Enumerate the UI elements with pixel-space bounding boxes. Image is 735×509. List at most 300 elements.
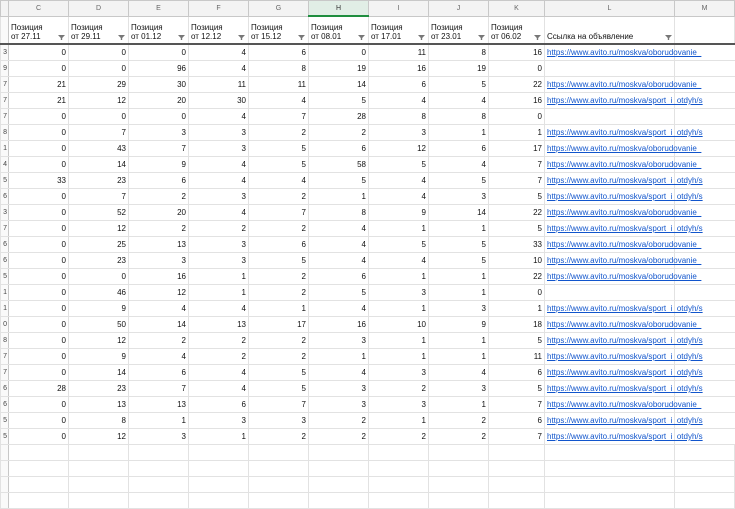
table-cell[interactable] bbox=[189, 445, 249, 461]
table-cell[interactable] bbox=[429, 493, 489, 509]
table-cell[interactable]: 5 bbox=[249, 253, 309, 269]
table-cell[interactable] bbox=[189, 461, 249, 477]
table-cell[interactable]: 6 bbox=[309, 141, 369, 157]
table-cell[interactable] bbox=[675, 493, 735, 509]
table-cell[interactable]: 11 bbox=[189, 77, 249, 93]
header-cell[interactable] bbox=[129, 16, 189, 44]
table-cell[interactable] bbox=[545, 461, 675, 477]
column-header-g[interactable]: G bbox=[249, 1, 309, 17]
table-cell[interactable]: 5 bbox=[429, 237, 489, 253]
table-cell[interactable]: 6 bbox=[429, 141, 489, 157]
table-cell[interactable]: 8 bbox=[369, 109, 429, 125]
table-cell[interactable]: 0 bbox=[129, 44, 189, 61]
table-cell[interactable]: 2 bbox=[189, 349, 249, 365]
table-cell[interactable]: 0 bbox=[69, 61, 129, 77]
table-cell[interactable]: 4 bbox=[189, 365, 249, 381]
table-cell[interactable]: 14 bbox=[129, 317, 189, 333]
table-cell[interactable]: 7 bbox=[489, 429, 545, 445]
table-cell[interactable]: 2 bbox=[249, 333, 309, 349]
table-cell[interactable]: 4 bbox=[369, 253, 429, 269]
table-cell[interactable]: 6 bbox=[309, 269, 369, 285]
ad-link-cell[interactable]: https://www.avito.ru/moskva/oborudovanie_ bbox=[545, 205, 675, 221]
table-cell[interactable] bbox=[249, 477, 309, 493]
table-cell[interactable]: 0 bbox=[9, 413, 69, 429]
table-cell[interactable] bbox=[189, 477, 249, 493]
table-cell[interactable]: 4 bbox=[369, 173, 429, 189]
ad-link-cell[interactable]: https://www.avito.ru/moskva/sport_i_otdyh/s bbox=[545, 189, 675, 205]
table-cell[interactable]: 5 bbox=[249, 157, 309, 173]
table-cell[interactable] bbox=[309, 445, 369, 461]
table-cell[interactable]: 0 bbox=[9, 157, 69, 173]
table-cell[interactable]: 19 bbox=[429, 61, 489, 77]
table-cell[interactable]: 2 bbox=[369, 429, 429, 445]
row-number[interactable]: 8 bbox=[1, 333, 9, 349]
row-number[interactable]: 7 bbox=[1, 365, 9, 381]
table-cell[interactable]: 5 bbox=[309, 285, 369, 301]
table-cell[interactable] bbox=[249, 493, 309, 509]
table-cell[interactable]: 14 bbox=[69, 365, 129, 381]
table-cell[interactable]: 4 bbox=[189, 301, 249, 317]
table-cell[interactable]: 20 bbox=[129, 93, 189, 109]
table-cell[interactable]: 2 bbox=[369, 381, 429, 397]
table-cell[interactable] bbox=[429, 461, 489, 477]
table-cell[interactable]: 13 bbox=[69, 397, 129, 413]
table-cell[interactable] bbox=[9, 493, 69, 509]
table-cell[interactable]: 8 bbox=[69, 413, 129, 429]
table-cell[interactable]: 0 bbox=[9, 189, 69, 205]
table-cell[interactable]: 3 bbox=[309, 381, 369, 397]
table-cell[interactable]: 5 bbox=[489, 333, 545, 349]
table-cell[interactable]: 6 bbox=[369, 77, 429, 93]
table-cell[interactable]: 1 bbox=[309, 349, 369, 365]
table-cell[interactable]: 2 bbox=[249, 269, 309, 285]
table-cell[interactable]: 0 bbox=[9, 205, 69, 221]
row-number[interactable]: 6 bbox=[1, 189, 9, 205]
table-cell[interactable]: 7 bbox=[489, 157, 545, 173]
ad-link-cell[interactable]: https://www.avito.ru/moskva/sport_i_otdyh/s bbox=[545, 125, 675, 141]
table-cell[interactable]: 6 bbox=[489, 413, 545, 429]
table-cell[interactable]: 3 bbox=[189, 141, 249, 157]
table-cell[interactable] bbox=[9, 461, 69, 477]
table-cell[interactable]: 3 bbox=[369, 125, 429, 141]
table-cell[interactable]: 28 bbox=[9, 381, 69, 397]
table-cell[interactable]: 6 bbox=[189, 397, 249, 413]
ad-link-cell[interactable]: https://www.avito.ru/moskva/sport_i_otdyh/s bbox=[545, 413, 675, 429]
table-cell[interactable]: 4 bbox=[249, 93, 309, 109]
table-cell[interactable] bbox=[675, 477, 735, 493]
table-cell[interactable] bbox=[369, 493, 429, 509]
row-number[interactable]: 6 bbox=[1, 237, 9, 253]
table-cell[interactable] bbox=[129, 445, 189, 461]
ad-link-cell[interactable]: https://www.avito.ru/moskva/sport_i_otdyh/s bbox=[545, 429, 675, 445]
table-cell[interactable]: 4 bbox=[429, 157, 489, 173]
table-cell[interactable]: 4 bbox=[369, 93, 429, 109]
row-number[interactable]: 6 bbox=[1, 381, 9, 397]
column-header-h[interactable]: H bbox=[309, 1, 369, 17]
table-cell[interactable]: 4 bbox=[309, 301, 369, 317]
table-cell[interactable]: 3 bbox=[129, 125, 189, 141]
filter-icon[interactable] bbox=[238, 35, 245, 40]
table-cell[interactable]: 1 bbox=[429, 397, 489, 413]
table-cell[interactable]: 5 bbox=[309, 173, 369, 189]
table-cell[interactable]: 7 bbox=[69, 189, 129, 205]
table-cell[interactable]: 46 bbox=[69, 285, 129, 301]
row-number[interactable]: 3 bbox=[1, 205, 9, 221]
table-cell[interactable] bbox=[69, 461, 129, 477]
table-cell[interactable] bbox=[369, 445, 429, 461]
table-cell[interactable]: 28 bbox=[309, 109, 369, 125]
table-cell[interactable]: 0 bbox=[9, 349, 69, 365]
table-cell[interactable]: 5 bbox=[429, 173, 489, 189]
table-cell[interactable]: 1 bbox=[429, 333, 489, 349]
header-cell[interactable] bbox=[309, 16, 369, 44]
table-cell[interactable]: 2 bbox=[249, 125, 309, 141]
row-number[interactable] bbox=[1, 445, 9, 461]
table-cell[interactable] bbox=[429, 477, 489, 493]
column-header-f[interactable]: F bbox=[189, 1, 249, 17]
table-cell[interactable]: 2 bbox=[129, 333, 189, 349]
ad-link-cell[interactable]: https://www.avito.ru/moskva/oborudovanie_ bbox=[545, 157, 675, 173]
table-cell[interactable]: 3 bbox=[249, 413, 309, 429]
ad-link-cell[interactable] bbox=[545, 61, 675, 77]
table-cell[interactable] bbox=[675, 109, 735, 125]
table-cell[interactable] bbox=[489, 477, 545, 493]
table-cell[interactable]: 3 bbox=[369, 365, 429, 381]
ad-link-cell[interactable]: https://www.avito.ru/moskva/oborudovanie_ bbox=[545, 141, 675, 157]
table-cell[interactable]: 2 bbox=[309, 413, 369, 429]
header-cell-link[interactable] bbox=[545, 16, 675, 44]
table-cell[interactable]: 3 bbox=[369, 285, 429, 301]
table-cell[interactable] bbox=[675, 285, 735, 301]
table-cell[interactable] bbox=[129, 461, 189, 477]
table-cell[interactable]: 14 bbox=[429, 205, 489, 221]
ad-link-cell[interactable]: https://www.avito.ru/moskva/sport_i_otdyh/s bbox=[545, 349, 675, 365]
row-number[interactable]: 5 bbox=[1, 429, 9, 445]
table-cell[interactable]: 13 bbox=[129, 237, 189, 253]
table-cell[interactable] bbox=[309, 477, 369, 493]
row-number[interactable]: 7 bbox=[1, 93, 9, 109]
table-cell[interactable] bbox=[489, 445, 545, 461]
table-cell[interactable]: 1 bbox=[429, 349, 489, 365]
table-cell[interactable]: 12 bbox=[69, 93, 129, 109]
table-cell[interactable]: 2 bbox=[249, 189, 309, 205]
table-cell[interactable]: 1 bbox=[429, 269, 489, 285]
column-header-e[interactable]: E bbox=[129, 1, 189, 17]
table-cell[interactable]: 3 bbox=[189, 237, 249, 253]
column-header-c[interactable]: C bbox=[9, 1, 69, 17]
table-cell[interactable]: 6 bbox=[249, 237, 309, 253]
table-cell[interactable]: 4 bbox=[189, 381, 249, 397]
table-cell[interactable]: 3 bbox=[129, 429, 189, 445]
table-cell[interactable]: 1 bbox=[189, 269, 249, 285]
table-cell[interactable]: 3 bbox=[189, 189, 249, 205]
table-cell[interactable]: 2 bbox=[129, 189, 189, 205]
table-cell[interactable] bbox=[249, 445, 309, 461]
row-number[interactable]: 5 bbox=[1, 413, 9, 429]
table-cell[interactable]: 23 bbox=[69, 381, 129, 397]
table-cell[interactable]: 4 bbox=[189, 205, 249, 221]
table-cell[interactable]: 0 bbox=[9, 269, 69, 285]
header-cell-empty[interactable] bbox=[675, 16, 735, 44]
table-cell[interactable]: 52 bbox=[69, 205, 129, 221]
row-number[interactable] bbox=[1, 16, 9, 44]
table-cell[interactable] bbox=[545, 493, 675, 509]
table-cell[interactable] bbox=[129, 477, 189, 493]
row-number[interactable]: 6 bbox=[1, 253, 9, 269]
column-header-k[interactable]: K bbox=[489, 1, 545, 17]
table-cell[interactable]: 4 bbox=[129, 301, 189, 317]
table-cell[interactable]: 21 bbox=[9, 77, 69, 93]
table-cell[interactable]: 4 bbox=[309, 237, 369, 253]
table-cell[interactable]: 6 bbox=[129, 173, 189, 189]
table-cell[interactable]: 50 bbox=[69, 317, 129, 333]
table-cell[interactable] bbox=[69, 445, 129, 461]
table-cell[interactable]: 2 bbox=[249, 429, 309, 445]
table-cell[interactable]: 22 bbox=[489, 77, 545, 93]
table-cell[interactable]: 18 bbox=[489, 317, 545, 333]
table-cell[interactable]: 12 bbox=[69, 333, 129, 349]
ad-link-cell[interactable]: https://www.avito.ru/moskva/sport_i_otdyh/s bbox=[545, 173, 675, 189]
table-cell[interactable]: 17 bbox=[489, 141, 545, 157]
filter-icon[interactable] bbox=[358, 35, 365, 40]
table-cell[interactable]: 4 bbox=[189, 61, 249, 77]
table-cell[interactable]: 2 bbox=[249, 349, 309, 365]
row-number[interactable]: 4 bbox=[1, 157, 9, 173]
table-cell[interactable] bbox=[675, 445, 735, 461]
table-cell[interactable]: 5 bbox=[489, 381, 545, 397]
table-cell[interactable]: 4 bbox=[249, 173, 309, 189]
table-cell[interactable]: 1 bbox=[369, 333, 429, 349]
table-cell[interactable]: 0 bbox=[9, 125, 69, 141]
table-cell[interactable] bbox=[9, 477, 69, 493]
table-cell[interactable]: 3 bbox=[429, 189, 489, 205]
table-cell[interactable]: 2 bbox=[429, 413, 489, 429]
table-cell[interactable]: 20 bbox=[129, 205, 189, 221]
table-cell[interactable]: 4 bbox=[429, 93, 489, 109]
row-number[interactable]: 1 bbox=[1, 301, 9, 317]
table-cell[interactable]: 4 bbox=[189, 173, 249, 189]
table-cell[interactable]: 0 bbox=[69, 109, 129, 125]
table-cell[interactable]: 0 bbox=[9, 253, 69, 269]
table-cell[interactable]: 10 bbox=[489, 253, 545, 269]
table-cell[interactable]: 25 bbox=[69, 237, 129, 253]
ad-link-cell[interactable] bbox=[545, 109, 675, 125]
row-number[interactable] bbox=[1, 493, 9, 509]
table-cell[interactable]: 6 bbox=[249, 44, 309, 61]
table-cell[interactable]: 0 bbox=[9, 397, 69, 413]
row-number[interactable] bbox=[1, 461, 9, 477]
table-cell[interactable]: 7 bbox=[69, 125, 129, 141]
row-number[interactable]: 6 bbox=[1, 397, 9, 413]
table-cell[interactable]: 4 bbox=[189, 109, 249, 125]
table-cell[interactable]: 0 bbox=[9, 285, 69, 301]
table-cell[interactable]: 4 bbox=[369, 189, 429, 205]
table-cell[interactable] bbox=[545, 477, 675, 493]
table-cell[interactable]: 1 bbox=[429, 221, 489, 237]
table-cell[interactable]: 33 bbox=[9, 173, 69, 189]
table-cell[interactable]: 11 bbox=[249, 77, 309, 93]
table-cell[interactable] bbox=[675, 61, 735, 77]
table-cell[interactable]: 16 bbox=[489, 93, 545, 109]
table-cell[interactable]: 0 bbox=[9, 221, 69, 237]
ad-link-cell[interactable]: https://www.avito.ru/moskva/oborudovanie_ bbox=[545, 44, 675, 61]
table-cell[interactable]: 14 bbox=[309, 77, 369, 93]
table-cell[interactable] bbox=[69, 477, 129, 493]
row-number[interactable]: 9 bbox=[1, 61, 9, 77]
table-cell[interactable]: 4 bbox=[129, 349, 189, 365]
filter-icon[interactable] bbox=[58, 35, 65, 40]
table-cell[interactable]: 19 bbox=[309, 61, 369, 77]
table-cell[interactable]: 23 bbox=[69, 253, 129, 269]
table-cell[interactable]: 7 bbox=[489, 173, 545, 189]
table-cell[interactable] bbox=[309, 461, 369, 477]
row-number[interactable]: 7 bbox=[1, 349, 9, 365]
table-cell[interactable]: 5 bbox=[249, 381, 309, 397]
table-cell[interactable]: 7 bbox=[129, 381, 189, 397]
table-cell[interactable]: 2 bbox=[249, 285, 309, 301]
table-cell[interactable]: 4 bbox=[309, 365, 369, 381]
table-cell[interactable]: 1 bbox=[369, 221, 429, 237]
table-cell[interactable] bbox=[429, 445, 489, 461]
table-cell[interactable]: 23 bbox=[69, 173, 129, 189]
table-cell[interactable]: 1 bbox=[309, 189, 369, 205]
table-cell[interactable]: 7 bbox=[249, 109, 309, 125]
header-cell[interactable] bbox=[9, 16, 69, 44]
table-cell[interactable]: 2 bbox=[249, 221, 309, 237]
table-cell[interactable]: 22 bbox=[489, 205, 545, 221]
table-cell[interactable]: 9 bbox=[429, 317, 489, 333]
table-cell[interactable]: 3 bbox=[189, 253, 249, 269]
table-cell[interactable]: 5 bbox=[429, 77, 489, 93]
table-cell[interactable]: 0 bbox=[489, 285, 545, 301]
table-cell[interactable]: 3 bbox=[309, 333, 369, 349]
header-cell[interactable] bbox=[489, 16, 545, 44]
table-cell[interactable]: 6 bbox=[129, 365, 189, 381]
row-number[interactable] bbox=[1, 477, 9, 493]
ad-link-cell[interactable]: https://www.avito.ru/moskva/sport_i_otdyh/s bbox=[545, 221, 675, 237]
table-cell[interactable]: 4 bbox=[309, 253, 369, 269]
table-cell[interactable]: 10 bbox=[369, 317, 429, 333]
table-cell[interactable]: 1 bbox=[369, 349, 429, 365]
table-cell[interactable]: 4 bbox=[189, 44, 249, 61]
ad-link-cell[interactable]: https://www.avito.ru/moskva/sport_i_otdyh/s bbox=[545, 381, 675, 397]
header-cell[interactable] bbox=[249, 16, 309, 44]
ad-link-cell[interactable]: https://www.avito.ru/moskva/oborudovanie_ bbox=[545, 253, 675, 269]
filter-icon[interactable] bbox=[534, 35, 541, 40]
table-cell[interactable]: 0 bbox=[9, 333, 69, 349]
header-cell[interactable] bbox=[189, 16, 249, 44]
table-cell[interactable]: 0 bbox=[489, 109, 545, 125]
ad-link-cell[interactable] bbox=[545, 285, 675, 301]
column-header-l[interactable]: L bbox=[545, 1, 675, 17]
table-cell[interactable]: 16 bbox=[129, 269, 189, 285]
table-cell[interactable]: 1 bbox=[369, 413, 429, 429]
table-cell[interactable]: 2 bbox=[189, 221, 249, 237]
filter-icon[interactable] bbox=[665, 35, 672, 40]
table-cell[interactable]: 22 bbox=[489, 269, 545, 285]
filter-icon[interactable] bbox=[298, 35, 305, 40]
ad-link-cell[interactable]: https://www.avito.ru/moskva/oborudovanie_ bbox=[545, 269, 675, 285]
table-cell[interactable]: 4 bbox=[309, 221, 369, 237]
table-cell[interactable]: 1 bbox=[429, 285, 489, 301]
table-cell[interactable]: 0 bbox=[9, 365, 69, 381]
table-cell[interactable] bbox=[489, 461, 545, 477]
ad-link-cell[interactable]: https://www.avito.ru/moskva/sport_i_otdyh/s bbox=[545, 301, 675, 317]
table-cell[interactable]: 2 bbox=[129, 221, 189, 237]
table-cell[interactable]: 30 bbox=[129, 77, 189, 93]
table-cell[interactable] bbox=[129, 493, 189, 509]
table-cell[interactable]: 12 bbox=[69, 221, 129, 237]
table-cell[interactable]: 0 bbox=[9, 141, 69, 157]
table-cell[interactable]: 11 bbox=[489, 349, 545, 365]
table-cell[interactable]: 9 bbox=[369, 205, 429, 221]
table-cell[interactable]: 5 bbox=[489, 221, 545, 237]
table-cell[interactable]: 5 bbox=[249, 141, 309, 157]
column-header-d[interactable]: D bbox=[69, 1, 129, 17]
ad-link-cell[interactable]: https://www.avito.ru/moskva/sport_i_otdyh/s bbox=[545, 365, 675, 381]
table-cell[interactable]: 96 bbox=[129, 61, 189, 77]
table-cell[interactable]: 5 bbox=[489, 189, 545, 205]
table-cell[interactable]: 0 bbox=[9, 429, 69, 445]
table-cell[interactable]: 12 bbox=[69, 429, 129, 445]
table-cell[interactable]: 1 bbox=[489, 125, 545, 141]
table-cell[interactable]: 1 bbox=[129, 413, 189, 429]
table-cell[interactable]: 6 bbox=[489, 365, 545, 381]
table-cell[interactable]: 0 bbox=[309, 44, 369, 61]
table-cell[interactable]: 3 bbox=[189, 125, 249, 141]
ad-link-cell[interactable]: https://www.avito.ru/moskva/oborudovanie_ bbox=[545, 317, 675, 333]
table-cell[interactable]: 3 bbox=[429, 301, 489, 317]
table-cell[interactable]: 3 bbox=[429, 381, 489, 397]
table-cell[interactable] bbox=[369, 461, 429, 477]
table-cell[interactable]: 7 bbox=[489, 397, 545, 413]
table-cell[interactable]: 9 bbox=[69, 349, 129, 365]
column-header-i[interactable]: I bbox=[369, 1, 429, 17]
table-cell[interactable]: 9 bbox=[129, 157, 189, 173]
table-cell[interactable]: 0 bbox=[9, 61, 69, 77]
table-cell[interactable]: 0 bbox=[9, 317, 69, 333]
table-cell[interactable]: 7 bbox=[249, 397, 309, 413]
table-cell[interactable]: 0 bbox=[489, 61, 545, 77]
table-cell[interactable]: 5 bbox=[249, 365, 309, 381]
table-cell[interactable]: 2 bbox=[309, 125, 369, 141]
table-cell[interactable]: 21 bbox=[9, 93, 69, 109]
table-cell[interactable]: 0 bbox=[69, 44, 129, 61]
row-number[interactable]: 7 bbox=[1, 77, 9, 93]
filter-icon[interactable] bbox=[118, 35, 125, 40]
table-cell[interactable]: 1 bbox=[489, 301, 545, 317]
table-cell[interactable]: 14 bbox=[69, 157, 129, 173]
row-number[interactable]: 1 bbox=[1, 141, 9, 157]
table-cell[interactable]: 1 bbox=[189, 429, 249, 445]
table-cell[interactable]: 17 bbox=[249, 317, 309, 333]
table-cell[interactable]: 2 bbox=[309, 429, 369, 445]
table-cell[interactable]: 13 bbox=[189, 317, 249, 333]
row-number[interactable]: 3 bbox=[1, 44, 9, 61]
table-cell[interactable]: 0 bbox=[129, 109, 189, 125]
row-number[interactable]: 7 bbox=[1, 109, 9, 125]
table-cell[interactable]: 13 bbox=[129, 397, 189, 413]
table-cell[interactable]: 8 bbox=[249, 61, 309, 77]
table-cell[interactable]: 9 bbox=[69, 301, 129, 317]
table-cell[interactable]: 1 bbox=[369, 269, 429, 285]
table-cell[interactable]: 29 bbox=[69, 77, 129, 93]
filter-icon[interactable] bbox=[478, 35, 485, 40]
table-cell[interactable]: 11 bbox=[369, 44, 429, 61]
table-cell[interactable]: 0 bbox=[9, 237, 69, 253]
table-cell[interactable]: 7 bbox=[249, 205, 309, 221]
ad-link-cell[interactable]: https://www.avito.ru/moskva/oborudovanie_ bbox=[545, 237, 675, 253]
